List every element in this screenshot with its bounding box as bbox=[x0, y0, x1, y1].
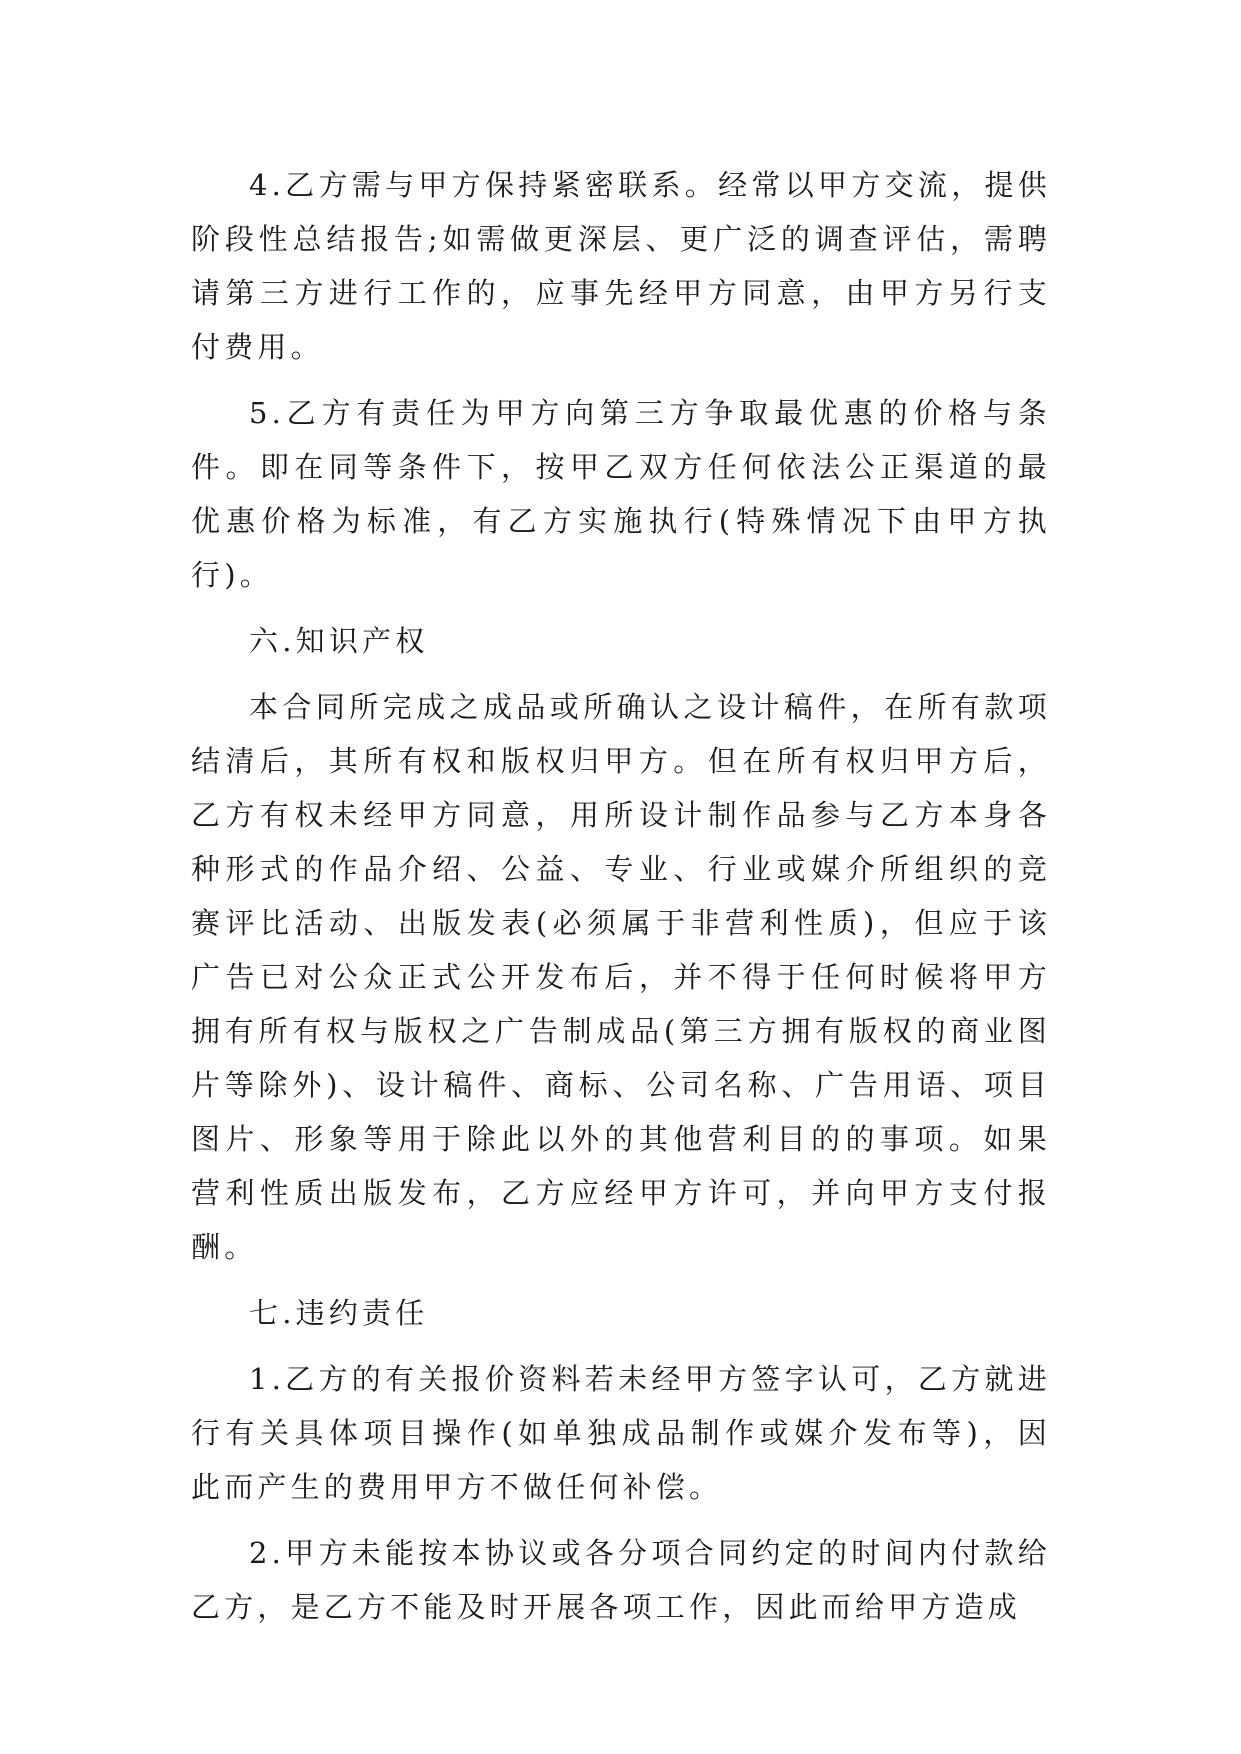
clause-5-5: 5.乙方有责任为甲方向第三方争取最优惠的价格与条件。即在同等条件下，按甲乙双方任何依法公正渠道的最优惠价格为标准，有乙方实施执行(特殊情况下由甲方执行)。 bbox=[191, 396, 1051, 592]
clause-7-1: 1.乙方的有关报价资料若未经甲方签字认可，乙方就进行有关具体项目操作(如单独成品制作或媒介发布等)，因此而产生的费用甲方不做任何补偿。 bbox=[191, 1362, 1051, 1504]
section-7-heading: 七.违约责任 bbox=[249, 1296, 429, 1330]
document-body bbox=[191, 158, 1051, 1646]
clause-5-4: 4.乙方需与甲方保持紧密联系。经常以甲方交流，提供阶段性总结报告;如需做更深层、更广泛的调查评估，需聘请第三方进行工作的，应事先经甲方同意，由甲方另行支付费用。 bbox=[191, 168, 1051, 364]
section-6-body: 本合同所完成之成品或所确认之设计稿件，在所有款项结清后，其所有权和版权归甲方。但在所有权归甲方后，乙方有权未经甲方同意，用所设计制作品参与乙方本身各种形式的作品介绍、公益、专业、行业或媒介所组织的竞赛评比活动、出版发表(必须属于非营利性质)，但应于该广告已对公众正式公开发布后，并不得于任何时候将甲方拥有所有权与版权之广告制成品(第三方拥有版权的商业图片等除外)、设计稿件、商标、公司名称、广告用语、项目图片、形象等用于除此以外的其他营利目的的事项。如果营利性质出版发布，乙方应经甲方许可，并向甲方支付报酬。 bbox=[191, 690, 1051, 1264]
clause-7-2: 2.甲方未能按本协议或各分项合同约定的时间内付款给乙方，是乙方不能及时开展各项工作，因此而给甲方造成 bbox=[191, 1536, 1051, 1624]
section-6-heading: 六.知识产权 bbox=[249, 624, 429, 658]
